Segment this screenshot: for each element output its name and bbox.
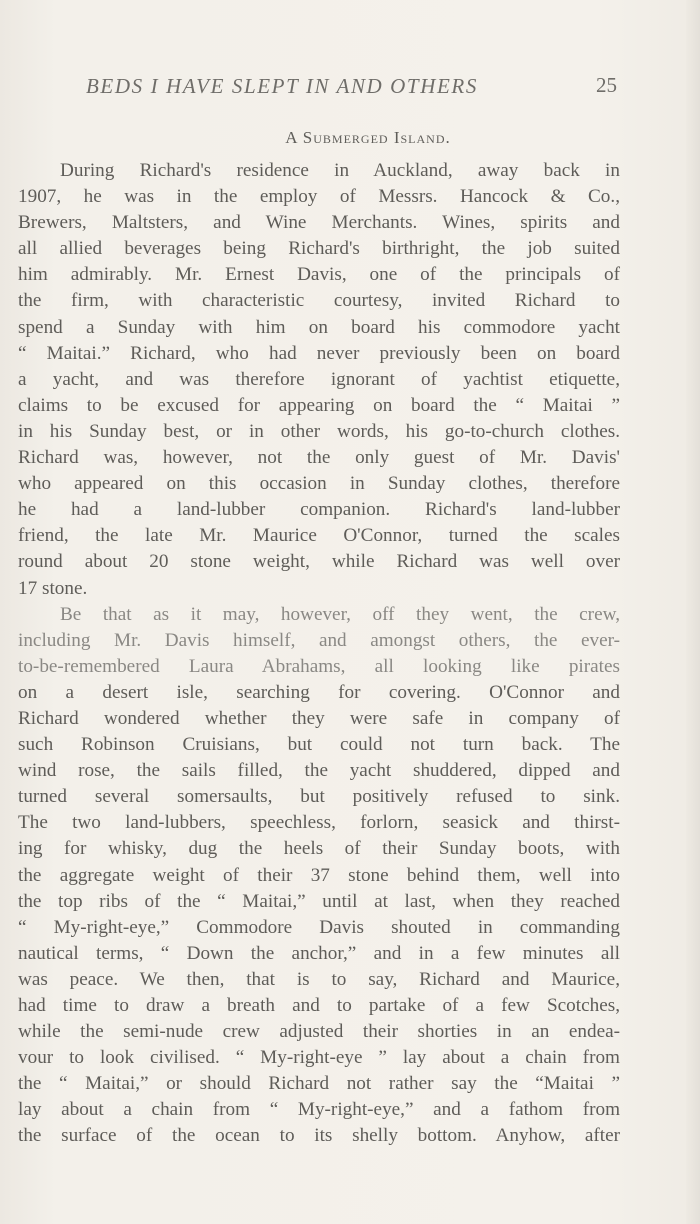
text-line: the aggregate weight of their 37 stone behind them, well into [18,864,620,886]
running-title: BEDS I HAVE SLEPT IN AND OTHERS [86,74,478,98]
text-line: including Mr. Davis himself, and amongst others, the ever- [18,629,620,651]
text-line: was peace. We then, that is to say, Richard and Maurice, [18,968,620,990]
text-line: During Richard's residence in Auckland, away back in [60,160,620,181]
text-line: round about 20 stone weight, while Richard was well over [18,551,620,573]
running-header [0,70,700,106]
text-line: claims to be excused for appearing on board the “ Maitai ” [18,394,620,416]
text-line: Richard wondered whether they were safe in company of [18,707,620,729]
text-line: spend a Sunday with him on board his commodore yacht [18,316,620,338]
text-line: he had a land-lubber companion. Richard's land-lubber [18,499,620,521]
text-line: the top ribs of the “ Maitai,” until at last, when they reached [18,890,620,912]
text-line: Be that as it may, however, off they went, the crew, [60,603,620,625]
text-line: friend, the late Mr. Maurice O'Connor, turned the scales [18,525,620,547]
body-text [18,158,620,1150]
text-line: the firm, with characteristic courtesy, invited Richard to [18,290,620,312]
paragraph-1 [18,158,620,602]
text-line: wind rose, the sails filled, the yacht shuddered, dipped and [18,760,620,782]
text-line: Brewers, Maltsters, and Wine Merchants. Wines, spirits and [18,212,620,234]
text-line: vour to look civilised. “ My-right-eye ” lay about a chain from [18,1047,620,1069]
text-line: Richard was, however, not the only guest of Mr. Davis' [18,447,620,469]
text-line: turned several somersaults, but positively refused to sink. [18,786,620,808]
page-edge-shadow [686,0,700,1224]
text-line: 17 stone. [18,577,88,599]
paragraph-2 [18,602,620,1150]
page-number: 25 [596,73,617,97]
text-line: him admirably. Mr. Ernest Davis, one of the principals of [18,264,620,286]
text-line: The two land-lubbers, speechless, forlorn, seasick and thirst- [18,812,620,834]
text-line: “ My-right-eye,” Commodore Davis shouted in commanding [18,916,620,938]
text-line: all allied beverages being Richard's birthright, the job suited [18,238,620,260]
text-line: the surface of the ocean to its shelly bottom. Anyhow, after [18,1125,620,1147]
text-line: to-be-remembered Laura Abrahams, all looking like pirates [18,655,620,677]
text-line: on a desert isle, searching for covering. O'Connor and [18,681,620,703]
text-line: such Robinson Cruisians, but could not turn back. The [18,734,620,756]
text-line: ing for whisky, dug the heels of their Sunday boots, with [18,838,620,860]
text-line: the “ Maitai,” or should Richard not rather say the “Maitai ” [18,1073,620,1095]
section-title: A Submerged Island. [285,128,451,147]
text-line: nautical terms, “ Down the anchor,” and in a few minutes all [18,942,620,964]
text-line: who appeared on this occasion in Sunday clothes, therefore [18,473,620,495]
text-line: had time to draw a breath and to partake of a few Scotches, [18,995,620,1016]
text-line: lay about a chain from “ My-right-eye,” and a fathom from [18,1099,620,1121]
text-line: 1907, he was in the employ of Messrs. Hancock & Co., [18,186,620,208]
text-line: “ Maitai.” Richard, who had never previously been on board [18,342,620,364]
text-line: in his Sunday best, or in other words, his go-to-church clothes. [18,420,620,442]
text-line: while the semi-nude crew adjusted their shorties in an endea- [18,1021,620,1043]
text-line: a yacht, and was therefore ignorant of yachtist etiquette, [18,368,620,390]
